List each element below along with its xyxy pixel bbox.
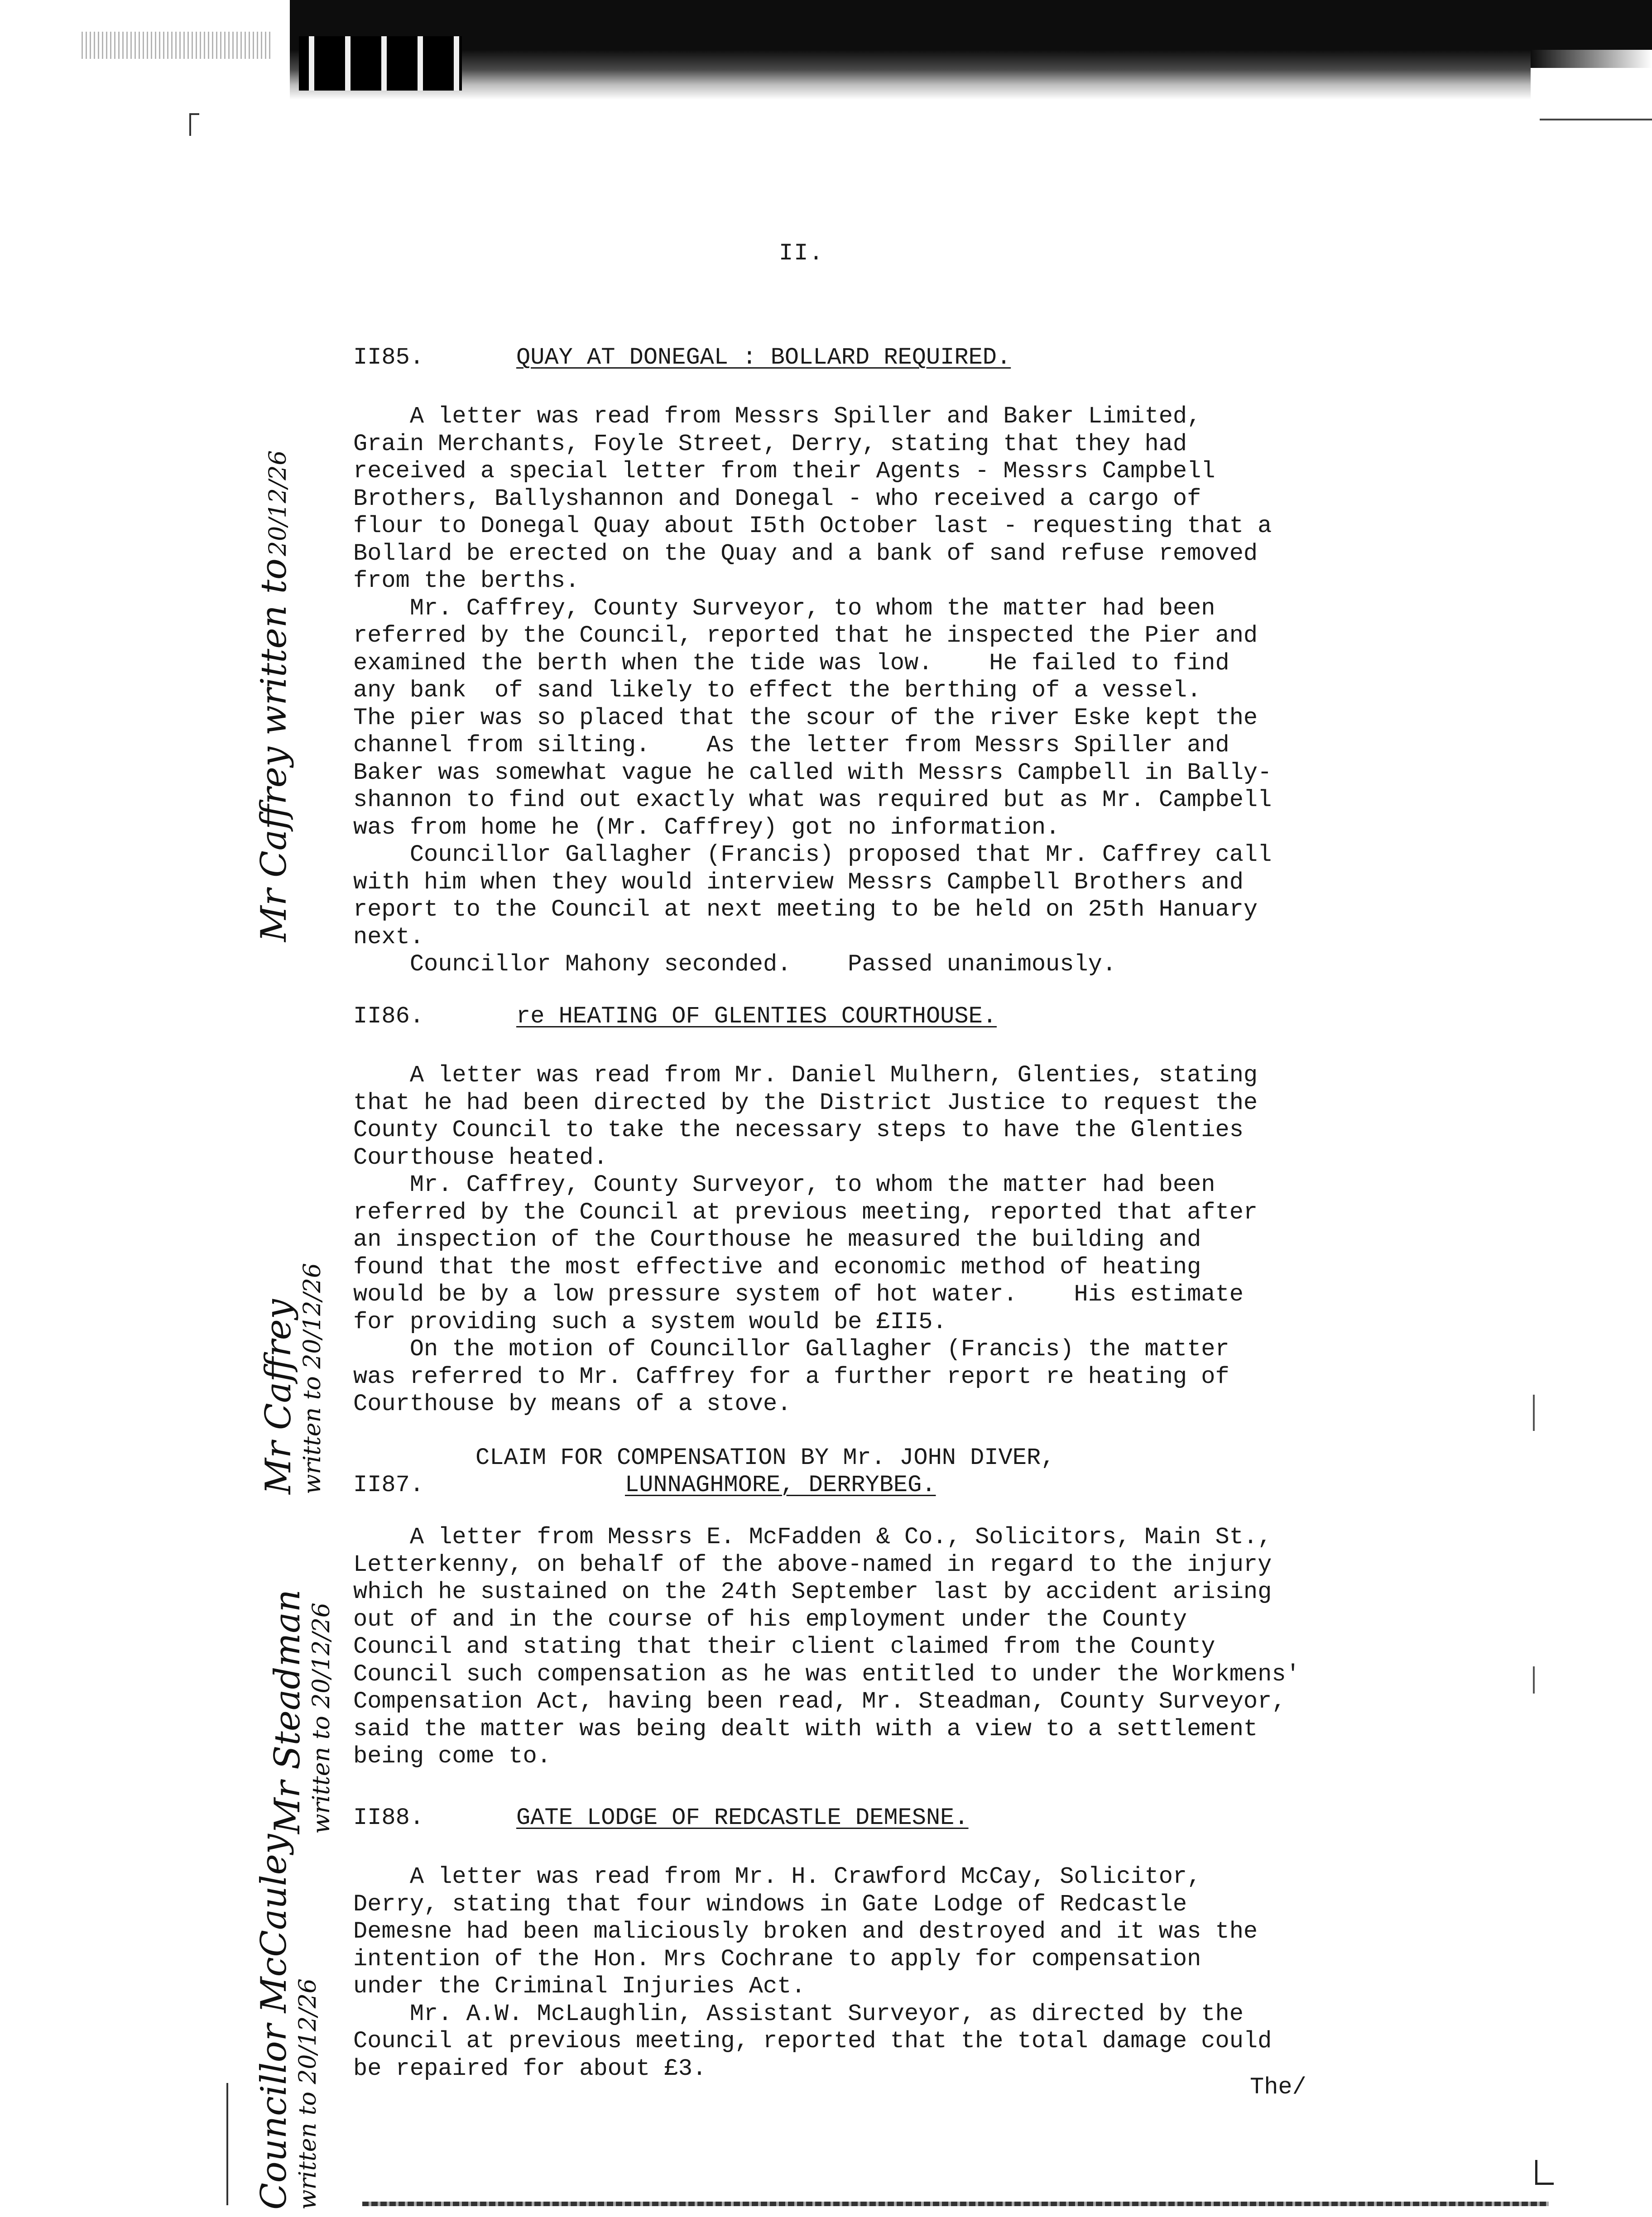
right-edge-mark <box>1533 1395 1535 1431</box>
minute-heading <box>353 1804 1440 1832</box>
margin-note-1186 <box>258 1263 326 1494</box>
margin-note-1188 <box>254 1834 322 2210</box>
corner-mark <box>189 113 191 136</box>
margin-note-date: 20/12/26 <box>264 450 292 557</box>
minute-number: II85. <box>353 344 424 371</box>
margin-note-1185 <box>254 450 294 942</box>
bottom-right-mark <box>1535 2160 1554 2185</box>
scan-grain <box>82 32 272 59</box>
minute-title: GATE LODGE OF REDCASTLE DEMESNE. <box>516 1804 969 1831</box>
binding-holes <box>299 36 462 91</box>
minute-paragraph: Councillor Gallagher (Francis) proposed that Mr. Caffrey call with him when they would interview Messrs Campbell Brothers and report to the Council at next meeting to be held on 25th Hanuary next. <box>353 841 1272 950</box>
minute-number: II87. <box>353 1472 424 1498</box>
minute-paragraph: On the motion of Councillor Gallagher (Francis) the matter was referred to Mr. Caffrey for a further report re heating of Courthouse by means of a stove. <box>353 1336 1229 1417</box>
catchword: The/ <box>1250 2074 1306 2101</box>
minute-number: II88. <box>353 1804 424 1831</box>
minute-paragraph: A letter from Messrs E. McFadden & Co., Solicitors, Main St., Letterkenny, on behalf of the above-named in regard to the injury which he sustained on the 24th September last by accident arising out of and in the course of his employment under the County Council and stating that their client claimed from the County Council such compensation as he was entitled to under the Workmens' Compensation Act, having been read, Mr. Steadman, County Surveyor, said the matter was being dealt with with a view to a settlement being come to. <box>353 1524 1300 1770</box>
minute-title: QUAY AT DONEGAL : BOLLARD REQUIRED. <box>516 344 1011 371</box>
minute-paragraph: A letter was read from Mr. H. Crawford McCay, Solicitor, Derry, stating that four windows in Gate Lodge of Redcastle Demesne had been maliciously broken and destroyed and it was the intention of the Hon. Mrs Cochrane to apply for compensation under the Criminal Injuries Act. <box>353 1863 1258 2000</box>
minute-1185 <box>353 344 1440 979</box>
margin-note-text: Mr Caffrey <box>258 1299 299 1494</box>
minute-title-block <box>475 1444 1055 1499</box>
page-number: II. <box>779 240 824 267</box>
margin-note-sub: written to 20/12/26 <box>308 1603 335 1834</box>
minute-heading <box>353 344 1440 371</box>
minute-heading <box>353 1003 1440 1030</box>
minute-heading <box>353 1444 1440 1499</box>
minute-1188 <box>353 1804 1440 2083</box>
minute-title-line: LUNNAGHMORE, DERRYBEG. <box>625 1472 936 1498</box>
margin-note-sub: written to 20/12/26 <box>299 1263 326 1494</box>
minute-number: II86. <box>353 1003 424 1030</box>
minute-paragraph: Mr. Caffrey, County Surveyor, to whom the matter had been referred by the Council, reported that he inspected the Pier and examined the berth when the tide was low. He failed to find any bank of sand likely to effect the berthing of a vessel. The pier was so placed that the scour of the river Eske kept the channel from silting. As the letter from Messrs Spiller and Baker was somewhat vague he called with Messrs Campbell in Bally- shannon to find out exactly what was required but as Mr. Campbell was from home he (Mr. Caffrey) got no information. <box>353 595 1272 841</box>
margin-note-text: Councillor McCauley <box>254 1834 294 2210</box>
minute-title-line: CLAIM FOR COMPENSATION BY Mr. JOHN DIVER, <box>475 1444 1055 1471</box>
minute-paragraph: Councillor Mahony seconded. Passed unanimously. <box>353 951 1117 978</box>
minute-paragraph: A letter was read from Mr. Daniel Mulhern, Glenties, stating that he had been directed by the District Justice to request the County Council to take the necessary steps to have the Glenties Courthouse heated. <box>353 1062 1258 1171</box>
margin-note-text: Mr Steadman <box>267 1589 308 1834</box>
scan-top-right-shadow <box>1531 0 1652 68</box>
margin-note-sub: written to 20/12/26 <box>294 1978 322 2210</box>
minute-1187 <box>353 1444 1440 1771</box>
right-edge-mark <box>1533 1666 1535 1694</box>
minute-1186 <box>353 1003 1440 1418</box>
minute-paragraph: A letter was read from Messrs Spiller and Baker Limited, Grain Merchants, Foyle Street, Derry, stating that they had received a special letter from their Agents - Messrs Campbell Brothers, Ballyshannon and Donegal - who received a cargo of flour to Donegal Quay about I5th October last - requesting that a Bollard be erected on the Quay and a bank of sand refuse removed from the berths. <box>353 403 1272 594</box>
left-bottom-rule <box>226 2083 228 2205</box>
minute-title: re HEATING OF GLENTIES COURTHOUSE. <box>516 1003 997 1030</box>
margin-note-text: Mr Caffrey written to <box>254 558 294 942</box>
right-edge-rule <box>1540 119 1652 120</box>
margin-note-1187 <box>267 1589 335 1834</box>
minute-paragraph: Mr. Caffrey, County Surveyor, to whom the matter had been referred by the Council at previous meeting, reported that after an inspection of the Courthouse he measured the building and found that the most effective and economic method of heating would be by a low pressure system of hot water. His estimate for providing such a system would be £II5. <box>353 1171 1258 1335</box>
scan-binding-edge <box>290 50 1531 100</box>
minute-paragraph: Mr. A.W. McLaughlin, Assistant Surveyor, as directed by the Council at previous meeting, reported that the total damage could be repaired for about £3. <box>353 2000 1272 2082</box>
bottom-edge-rule <box>362 2202 1549 2206</box>
